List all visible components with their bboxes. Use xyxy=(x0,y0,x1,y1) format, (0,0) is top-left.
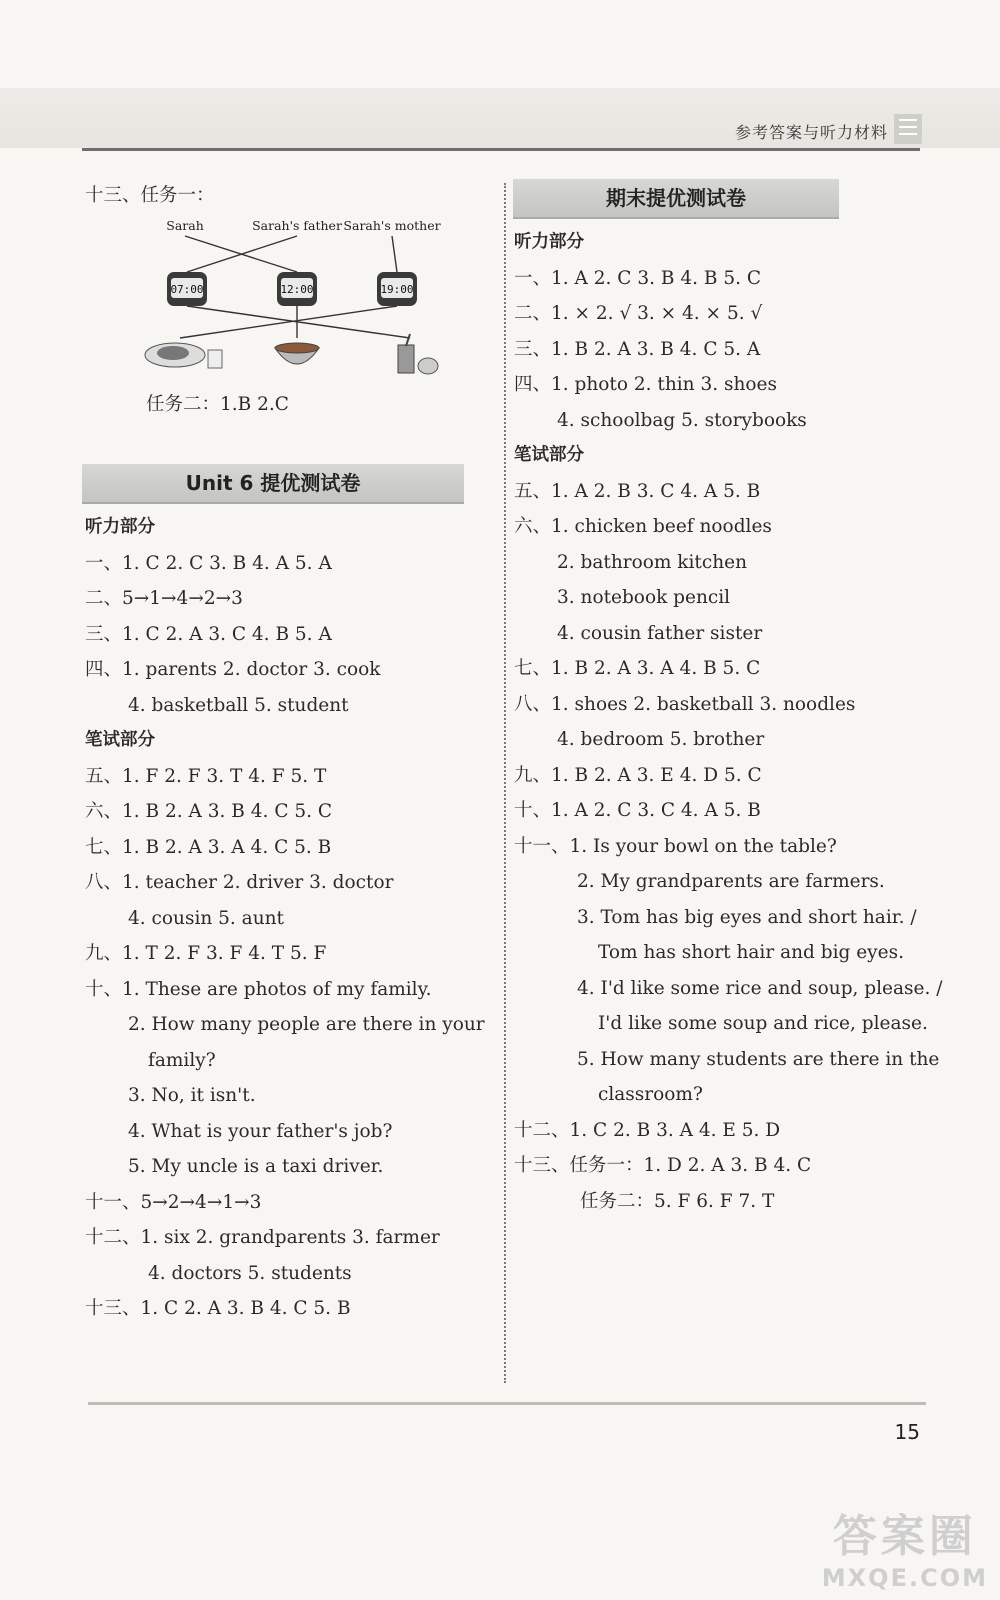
answer-line: 十一、1. Is your bowl on the table? xyxy=(514,835,837,857)
answer-line: 四、1. parents 2. doctor 3. cook xyxy=(85,659,381,680)
answer-line: 十三、1. C 2. A 3. B 4. C 5. B xyxy=(85,1298,351,1319)
answer-line: 3. Tom has big eyes and short hair. / xyxy=(577,906,917,928)
matching-diagram xyxy=(140,210,460,390)
answer-line: 十二、1. six 2. grandparents 3. farmer xyxy=(85,1227,440,1248)
person-sarah: Sarah xyxy=(166,218,204,233)
book-tab-icon xyxy=(894,114,922,144)
footer-rule xyxy=(88,1402,926,1405)
left-task2-answer: 任务二：1.B 2.C xyxy=(146,394,289,415)
answer-line: 十二、1. C 2. B 3. A 4. E 5. D xyxy=(514,1119,781,1141)
left-writing-label: 笔试部分 xyxy=(85,730,155,750)
unit6-banner: Unit 6 提优测试卷 xyxy=(82,464,464,504)
answer-line: 四、1. photo 2. thin 3. shoes xyxy=(514,374,777,395)
fish-plate-icon xyxy=(145,343,222,368)
answer-line: 七、1. B 2. A 3. A 4. C 5. B xyxy=(85,836,332,858)
left-listening-label: 听力部分 xyxy=(85,517,155,537)
answer-line: 五、1. A 2. B 3. C 4. A 5. B xyxy=(514,480,761,502)
answer-line: I'd like some soup and rice, please. xyxy=(598,1013,928,1034)
right-answers xyxy=(514,225,942,1219)
svg-text:07:00: 07:00 xyxy=(170,283,204,296)
answer-line: 一、1. A 2. C 3. B 4. B 5. C xyxy=(514,267,762,289)
header-title: 参考答案与听力材料 xyxy=(734,123,888,142)
svg-text:19:00: 19:00 xyxy=(380,283,414,296)
answer-line: 4. cousin father sister xyxy=(557,622,763,644)
answer-line: 二、1. × 2. √ 3. × 4. × 5. √ xyxy=(514,303,763,324)
person-sarahs-father: Sarah's father xyxy=(252,218,342,233)
answer-line: 3. notebook pencil xyxy=(557,587,731,608)
answer-line: 二、5→1→4→2→3 xyxy=(85,588,243,609)
answer-line: 4. I'd like some rice and soup, please. / xyxy=(577,977,943,999)
answer-line: 4. schoolbag 5. storybooks xyxy=(557,409,807,431)
header-rule xyxy=(82,148,920,151)
watermark-logo: 答案圈 MXQE.COM xyxy=(821,1511,988,1592)
juice-icon xyxy=(398,334,438,374)
right-writing-label: 笔试部分 xyxy=(514,445,584,465)
answer-line: 九、1. B 2. A 3. E 4. D 5. C xyxy=(514,764,762,786)
answer-line: 任务二：5. F 6. F 7. T xyxy=(580,1190,775,1212)
answer-line: 一、1. C 2. C 3. B 4. A 5. A xyxy=(85,552,332,574)
answer-line: 2. How many people are there in your xyxy=(128,1014,485,1035)
clock-icon-0700 xyxy=(167,272,207,306)
answer-line: 5. How many students are there in the xyxy=(577,1048,940,1070)
answer-line: 六、1. B 2. A 3. B 4. C 5. C xyxy=(85,801,333,822)
answer-line: 十一、5→2→4→1→3 xyxy=(85,1191,262,1213)
answer-line: 三、1. C 2. A 3. C 4. B 5. A xyxy=(85,623,332,645)
answer-line: 2. My grandparents are farmers. xyxy=(577,871,885,892)
soup-bowl-icon xyxy=(275,343,319,364)
answer-line: 五、1. F 2. F 3. T 4. F 5. T xyxy=(85,765,327,787)
answer-line: 十、1. These are photos of my family. xyxy=(85,978,432,1000)
answer-line: 六、1. chicken beef noodles xyxy=(514,516,772,537)
answer-line: 九、1. T 2. F 3. F 4. T 5. F xyxy=(85,943,327,964)
answer-line: 4. cousin 5. aunt xyxy=(128,907,284,929)
answer-line: 4. What is your father's job? xyxy=(128,1120,393,1142)
answer-line: 十三、任务一：1. D 2. A 3. B 4. C xyxy=(514,1155,812,1176)
page-number: 15 xyxy=(894,1420,920,1444)
answer-line: 4. basketball 5. student xyxy=(128,694,349,716)
left-answers xyxy=(85,510,485,1327)
answer-line: 三、1. B 2. A 3. B 4. C 5. A xyxy=(514,338,761,360)
answer-line: 八、1. teacher 2. driver 3. doctor xyxy=(85,872,394,893)
column-divider xyxy=(504,183,506,1383)
answer-line: 八、1. shoes 2. basketball 3. noodles xyxy=(514,693,856,715)
answer-line: family? xyxy=(148,1049,216,1071)
answer-line: 十、1. A 2. C 3. C 4. A 5. B xyxy=(514,800,761,821)
left-task13-heading: 十三、任务一： xyxy=(85,185,215,206)
answer-line: 4. bedroom 5. brother xyxy=(557,729,765,750)
right-listening-label: 听力部分 xyxy=(514,232,584,252)
clock-icon-1900 xyxy=(377,272,417,306)
answer-line: 4. doctors 5. students xyxy=(148,1262,352,1284)
answer-line: 3. No, it isn't. xyxy=(128,1085,256,1106)
answer-line: 5. My uncle is a taxi driver. xyxy=(128,1156,384,1177)
answer-line: classroom? xyxy=(598,1084,703,1105)
svg-text:12:00: 12:00 xyxy=(280,283,314,296)
person-sarahs-mother: Sarah's mother xyxy=(343,218,441,233)
final-exam-banner: 期末提优测试卷 xyxy=(513,179,839,219)
answer-line: 七、1. B 2. A 3. A 4. B 5. C xyxy=(514,658,761,679)
answer-line: Tom has short hair and big eyes. xyxy=(598,942,904,963)
answer-line: 2. bathroom kitchen xyxy=(557,551,747,573)
clock-icon-1200 xyxy=(277,272,317,306)
